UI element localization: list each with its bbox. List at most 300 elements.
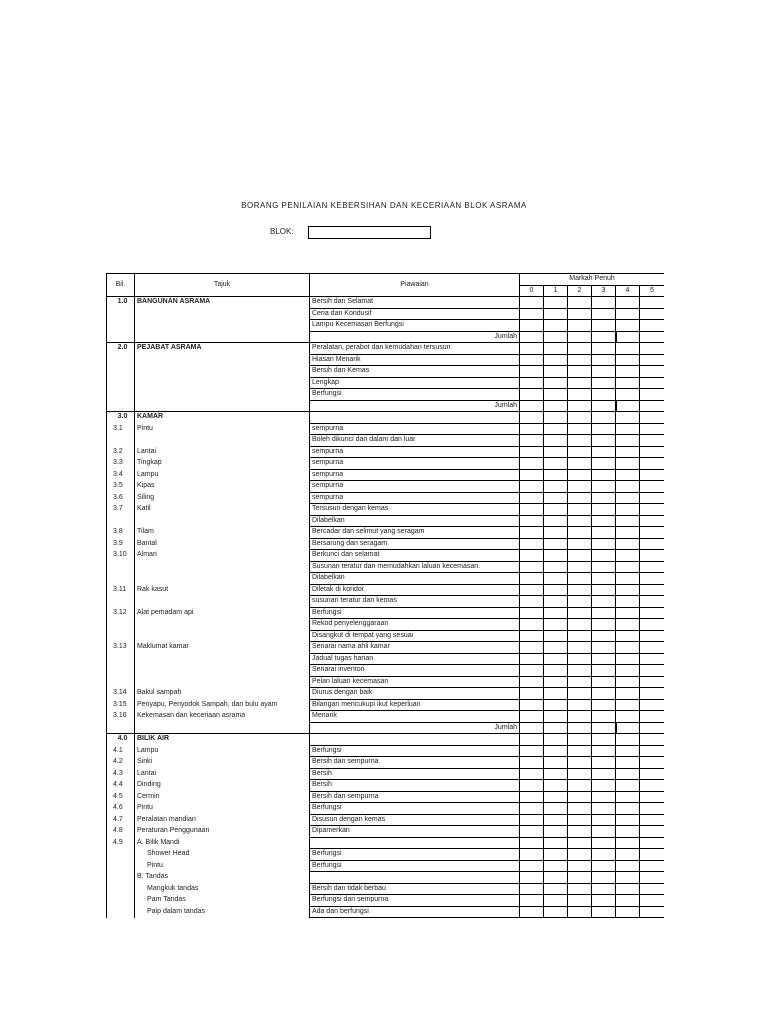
score-cell-1[interactable] (544, 538, 568, 550)
score-cell-2[interactable] (568, 653, 592, 665)
score-cell-2[interactable] (568, 757, 592, 769)
score-cell-5[interactable] (640, 642, 665, 654)
score-cell-4[interactable] (616, 642, 640, 654)
score-cell-1[interactable] (544, 584, 568, 596)
score-cell-0[interactable] (520, 757, 544, 769)
score-cell-1[interactable] (544, 745, 568, 757)
score-cell-5[interactable] (640, 331, 665, 343)
score-cell-0[interactable] (520, 780, 544, 792)
score-cell-2[interactable] (568, 492, 592, 504)
score-cell-2[interactable] (568, 320, 592, 332)
score-cell-5[interactable] (640, 297, 665, 309)
score-cell-0[interactable] (520, 745, 544, 757)
score-cell-5[interactable] (640, 757, 665, 769)
score-cell-5[interactable] (640, 688, 665, 700)
score-cell-2[interactable] (568, 561, 592, 573)
score-cell-0[interactable] (520, 676, 544, 688)
score-cell-3[interactable] (592, 538, 616, 550)
score-cell-0[interactable] (520, 803, 544, 815)
score-cell-2[interactable] (568, 722, 592, 734)
score-cell-5[interactable] (640, 550, 665, 562)
score-cell-4[interactable] (616, 504, 640, 516)
score-cell-2[interactable] (568, 699, 592, 711)
score-cell-2[interactable] (568, 481, 592, 493)
score-cell-4[interactable] (616, 389, 640, 401)
score-cell-3[interactable] (592, 803, 616, 815)
score-cell-3[interactable] (592, 826, 616, 838)
score-cell-1[interactable] (544, 550, 568, 562)
score-cell-2[interactable] (568, 400, 592, 412)
score-cell-1[interactable] (544, 849, 568, 861)
score-cell-3[interactable] (592, 837, 616, 849)
score-cell-0[interactable] (520, 550, 544, 562)
score-cell-1[interactable] (544, 446, 568, 458)
score-cell-0[interactable] (520, 458, 544, 470)
score-cell-0[interactable] (520, 849, 544, 861)
score-cell-4[interactable] (616, 400, 640, 412)
score-cell-5[interactable] (640, 561, 665, 573)
score-cell-1[interactable] (544, 722, 568, 734)
score-cell-1[interactable] (544, 297, 568, 309)
score-cell-3[interactable] (592, 366, 616, 378)
score-cell-5[interactable] (640, 883, 665, 895)
score-cell-2[interactable] (568, 768, 592, 780)
score-cell-4[interactable] (616, 561, 640, 573)
score-cell-3[interactable] (592, 504, 616, 516)
score-cell-5[interactable] (640, 791, 665, 803)
score-cell-2[interactable] (568, 711, 592, 723)
score-cell-2[interactable] (568, 734, 592, 746)
score-cell-5[interactable] (640, 377, 665, 389)
score-cell-2[interactable] (568, 446, 592, 458)
score-cell-3[interactable] (592, 665, 616, 677)
score-cell-5[interactable] (640, 573, 665, 585)
score-cell-5[interactable] (640, 354, 665, 366)
score-cell-3[interactable] (592, 607, 616, 619)
score-cell-4[interactable] (616, 688, 640, 700)
score-cell-3[interactable] (592, 895, 616, 907)
score-cell-5[interactable] (640, 676, 665, 688)
score-cell-0[interactable] (520, 412, 544, 424)
score-cell-5[interactable] (640, 584, 665, 596)
score-cell-3[interactable] (592, 354, 616, 366)
score-cell-0[interactable] (520, 584, 544, 596)
score-cell-1[interactable] (544, 699, 568, 711)
score-cell-0[interactable] (520, 354, 544, 366)
score-cell-2[interactable] (568, 883, 592, 895)
score-cell-1[interactable] (544, 515, 568, 527)
score-cell-3[interactable] (592, 515, 616, 527)
score-cell-1[interactable] (544, 711, 568, 723)
score-cell-4[interactable] (616, 826, 640, 838)
score-cell-0[interactable] (520, 446, 544, 458)
score-cell-1[interactable] (544, 734, 568, 746)
score-cell-3[interactable] (592, 412, 616, 424)
score-cell-1[interactable] (544, 906, 568, 918)
score-cell-1[interactable] (544, 665, 568, 677)
score-cell-3[interactable] (592, 734, 616, 746)
score-cell-3[interactable] (592, 377, 616, 389)
score-cell-4[interactable] (616, 883, 640, 895)
score-cell-0[interactable] (520, 331, 544, 343)
score-cell-1[interactable] (544, 883, 568, 895)
score-cell-0[interactable] (520, 527, 544, 539)
score-cell-3[interactable] (592, 435, 616, 447)
score-cell-4[interactable] (616, 791, 640, 803)
score-cell-4[interactable] (616, 906, 640, 918)
score-cell-3[interactable] (592, 389, 616, 401)
score-cell-4[interactable] (616, 573, 640, 585)
score-cell-2[interactable] (568, 860, 592, 872)
score-cell-5[interactable] (640, 906, 665, 918)
score-cell-3[interactable] (592, 757, 616, 769)
score-cell-2[interactable] (568, 906, 592, 918)
score-cell-4[interactable] (616, 711, 640, 723)
score-cell-0[interactable] (520, 837, 544, 849)
score-cell-5[interactable] (640, 389, 665, 401)
score-cell-2[interactable] (568, 538, 592, 550)
score-cell-2[interactable] (568, 837, 592, 849)
score-cell-0[interactable] (520, 642, 544, 654)
score-cell-4[interactable] (616, 895, 640, 907)
score-cell-2[interactable] (568, 412, 592, 424)
score-cell-1[interactable] (544, 872, 568, 884)
score-cell-0[interactable] (520, 343, 544, 355)
score-cell-1[interactable] (544, 803, 568, 815)
score-cell-4[interactable] (616, 699, 640, 711)
score-cell-0[interactable] (520, 883, 544, 895)
score-cell-5[interactable] (640, 814, 665, 826)
score-cell-4[interactable] (616, 872, 640, 884)
score-cell-3[interactable] (592, 446, 616, 458)
score-cell-2[interactable] (568, 895, 592, 907)
score-cell-5[interactable] (640, 653, 665, 665)
score-cell-2[interactable] (568, 607, 592, 619)
score-cell-1[interactable] (544, 653, 568, 665)
score-cell-3[interactable] (592, 492, 616, 504)
score-cell-3[interactable] (592, 722, 616, 734)
score-cell-3[interactable] (592, 688, 616, 700)
score-cell-0[interactable] (520, 906, 544, 918)
score-cell-2[interactable] (568, 780, 592, 792)
score-cell-3[interactable] (592, 550, 616, 562)
score-cell-2[interactable] (568, 584, 592, 596)
score-cell-5[interactable] (640, 665, 665, 677)
score-cell-4[interactable] (616, 435, 640, 447)
score-cell-5[interactable] (640, 343, 665, 355)
score-cell-0[interactable] (520, 860, 544, 872)
score-cell-5[interactable] (640, 469, 665, 481)
score-cell-4[interactable] (616, 515, 640, 527)
score-cell-2[interactable] (568, 596, 592, 608)
score-cell-1[interactable] (544, 860, 568, 872)
score-cell-1[interactable] (544, 814, 568, 826)
score-cell-5[interactable] (640, 837, 665, 849)
score-cell-5[interactable] (640, 826, 665, 838)
score-cell-1[interactable] (544, 331, 568, 343)
score-cell-0[interactable] (520, 492, 544, 504)
score-cell-3[interactable] (592, 469, 616, 481)
score-cell-0[interactable] (520, 400, 544, 412)
score-cell-3[interactable] (592, 860, 616, 872)
score-cell-5[interactable] (640, 596, 665, 608)
score-cell-5[interactable] (640, 607, 665, 619)
score-cell-1[interactable] (544, 757, 568, 769)
score-cell-0[interactable] (520, 734, 544, 746)
score-cell-2[interactable] (568, 872, 592, 884)
score-cell-4[interactable] (616, 320, 640, 332)
score-cell-0[interactable] (520, 895, 544, 907)
score-cell-0[interactable] (520, 596, 544, 608)
score-cell-1[interactable] (544, 527, 568, 539)
score-cell-5[interactable] (640, 768, 665, 780)
score-cell-3[interactable] (592, 814, 616, 826)
score-cell-0[interactable] (520, 320, 544, 332)
score-cell-0[interactable] (520, 722, 544, 734)
score-cell-3[interactable] (592, 584, 616, 596)
score-cell-0[interactable] (520, 872, 544, 884)
score-cell-5[interactable] (640, 538, 665, 550)
blok-input-box[interactable] (308, 226, 431, 239)
score-cell-5[interactable] (640, 699, 665, 711)
score-cell-0[interactable] (520, 791, 544, 803)
score-cell-4[interactable] (616, 757, 640, 769)
score-cell-1[interactable] (544, 343, 568, 355)
score-cell-5[interactable] (640, 308, 665, 320)
score-cell-1[interactable] (544, 377, 568, 389)
score-cell-3[interactable] (592, 561, 616, 573)
score-cell-3[interactable] (592, 791, 616, 803)
score-cell-5[interactable] (640, 849, 665, 861)
score-cell-0[interactable] (520, 607, 544, 619)
score-cell-5[interactable] (640, 481, 665, 493)
score-cell-3[interactable] (592, 849, 616, 861)
score-cell-1[interactable] (544, 619, 568, 631)
score-cell-5[interactable] (640, 527, 665, 539)
score-cell-4[interactable] (616, 481, 640, 493)
score-cell-1[interactable] (544, 573, 568, 585)
score-cell-1[interactable] (544, 481, 568, 493)
score-cell-0[interactable] (520, 366, 544, 378)
score-cell-4[interactable] (616, 653, 640, 665)
score-cell-4[interactable] (616, 619, 640, 631)
score-cell-3[interactable] (592, 331, 616, 343)
score-cell-5[interactable] (640, 400, 665, 412)
score-cell-1[interactable] (544, 676, 568, 688)
score-cell-3[interactable] (592, 676, 616, 688)
score-cell-4[interactable] (616, 837, 640, 849)
score-cell-2[interactable] (568, 435, 592, 447)
score-cell-2[interactable] (568, 377, 592, 389)
score-cell-2[interactable] (568, 343, 592, 355)
score-cell-2[interactable] (568, 619, 592, 631)
score-cell-0[interactable] (520, 573, 544, 585)
score-cell-0[interactable] (520, 561, 544, 573)
score-cell-2[interactable] (568, 389, 592, 401)
score-cell-1[interactable] (544, 469, 568, 481)
score-cell-0[interactable] (520, 699, 544, 711)
score-cell-3[interactable] (592, 423, 616, 435)
score-cell-4[interactable] (616, 297, 640, 309)
score-cell-2[interactable] (568, 297, 592, 309)
score-cell-4[interactable] (616, 423, 640, 435)
score-cell-5[interactable] (640, 803, 665, 815)
score-cell-1[interactable] (544, 412, 568, 424)
score-cell-2[interactable] (568, 515, 592, 527)
score-cell-1[interactable] (544, 607, 568, 619)
score-cell-3[interactable] (592, 343, 616, 355)
score-cell-0[interactable] (520, 814, 544, 826)
score-cell-4[interactable] (616, 446, 640, 458)
score-cell-4[interactable] (616, 527, 640, 539)
score-cell-1[interactable] (544, 895, 568, 907)
score-cell-3[interactable] (592, 619, 616, 631)
score-cell-2[interactable] (568, 791, 592, 803)
score-cell-4[interactable] (616, 676, 640, 688)
score-cell-0[interactable] (520, 711, 544, 723)
score-cell-1[interactable] (544, 435, 568, 447)
score-cell-2[interactable] (568, 573, 592, 585)
score-cell-4[interactable] (616, 665, 640, 677)
score-cell-2[interactable] (568, 826, 592, 838)
score-cell-1[interactable] (544, 366, 568, 378)
score-cell-2[interactable] (568, 469, 592, 481)
score-cell-4[interactable] (616, 780, 640, 792)
score-cell-4[interactable] (616, 343, 640, 355)
score-cell-3[interactable] (592, 768, 616, 780)
score-cell-1[interactable] (544, 492, 568, 504)
score-cell-4[interactable] (616, 768, 640, 780)
score-cell-5[interactable] (640, 504, 665, 516)
score-cell-1[interactable] (544, 354, 568, 366)
score-cell-4[interactable] (616, 584, 640, 596)
score-cell-5[interactable] (640, 412, 665, 424)
score-cell-5[interactable] (640, 745, 665, 757)
score-cell-1[interactable] (544, 389, 568, 401)
score-cell-2[interactable] (568, 665, 592, 677)
score-cell-2[interactable] (568, 354, 592, 366)
score-cell-3[interactable] (592, 320, 616, 332)
score-cell-0[interactable] (520, 423, 544, 435)
score-cell-3[interactable] (592, 883, 616, 895)
score-cell-5[interactable] (640, 734, 665, 746)
score-cell-4[interactable] (616, 458, 640, 470)
score-cell-4[interactable] (616, 469, 640, 481)
score-cell-1[interactable] (544, 642, 568, 654)
score-cell-5[interactable] (640, 895, 665, 907)
score-cell-3[interactable] (592, 308, 616, 320)
score-cell-4[interactable] (616, 366, 640, 378)
score-cell-5[interactable] (640, 711, 665, 723)
score-cell-1[interactable] (544, 837, 568, 849)
score-cell-4[interactable] (616, 492, 640, 504)
score-cell-3[interactable] (592, 872, 616, 884)
score-cell-4[interactable] (616, 412, 640, 424)
score-cell-1[interactable] (544, 780, 568, 792)
score-cell-4[interactable] (616, 803, 640, 815)
score-cell-2[interactable] (568, 676, 592, 688)
score-cell-5[interactable] (640, 320, 665, 332)
score-cell-3[interactable] (592, 527, 616, 539)
score-cell-0[interactable] (520, 435, 544, 447)
score-cell-0[interactable] (520, 630, 544, 642)
score-cell-5[interactable] (640, 446, 665, 458)
score-cell-2[interactable] (568, 630, 592, 642)
score-cell-2[interactable] (568, 366, 592, 378)
score-cell-3[interactable] (592, 711, 616, 723)
score-cell-1[interactable] (544, 504, 568, 516)
score-cell-4[interactable] (616, 331, 640, 343)
score-cell-4[interactable] (616, 538, 640, 550)
score-cell-4[interactable] (616, 814, 640, 826)
score-cell-4[interactable] (616, 734, 640, 746)
score-cell-5[interactable] (640, 423, 665, 435)
score-cell-0[interactable] (520, 538, 544, 550)
score-cell-4[interactable] (616, 630, 640, 642)
score-cell-4[interactable] (616, 745, 640, 757)
score-cell-4[interactable] (616, 354, 640, 366)
score-cell-0[interactable] (520, 515, 544, 527)
score-cell-4[interactable] (616, 722, 640, 734)
score-cell-5[interactable] (640, 860, 665, 872)
score-cell-2[interactable] (568, 745, 592, 757)
score-cell-0[interactable] (520, 688, 544, 700)
score-cell-2[interactable] (568, 688, 592, 700)
score-cell-5[interactable] (640, 458, 665, 470)
score-cell-4[interactable] (616, 377, 640, 389)
score-cell-5[interactable] (640, 872, 665, 884)
score-cell-2[interactable] (568, 527, 592, 539)
score-cell-3[interactable] (592, 458, 616, 470)
score-cell-0[interactable] (520, 481, 544, 493)
score-cell-2[interactable] (568, 504, 592, 516)
score-cell-4[interactable] (616, 308, 640, 320)
score-cell-2[interactable] (568, 849, 592, 861)
score-cell-3[interactable] (592, 481, 616, 493)
score-cell-0[interactable] (520, 665, 544, 677)
score-cell-3[interactable] (592, 596, 616, 608)
score-cell-1[interactable] (544, 768, 568, 780)
score-cell-4[interactable] (616, 849, 640, 861)
score-cell-1[interactable] (544, 458, 568, 470)
score-cell-4[interactable] (616, 550, 640, 562)
score-cell-4[interactable] (616, 607, 640, 619)
score-cell-4[interactable] (616, 596, 640, 608)
score-cell-0[interactable] (520, 377, 544, 389)
score-cell-5[interactable] (640, 619, 665, 631)
score-cell-2[interactable] (568, 423, 592, 435)
score-cell-5[interactable] (640, 515, 665, 527)
score-cell-3[interactable] (592, 573, 616, 585)
score-cell-1[interactable] (544, 400, 568, 412)
score-cell-2[interactable] (568, 814, 592, 826)
score-cell-1[interactable] (544, 320, 568, 332)
score-cell-2[interactable] (568, 331, 592, 343)
score-cell-3[interactable] (592, 745, 616, 757)
score-cell-3[interactable] (592, 780, 616, 792)
score-cell-2[interactable] (568, 308, 592, 320)
score-cell-0[interactable] (520, 389, 544, 401)
score-cell-3[interactable] (592, 297, 616, 309)
score-cell-1[interactable] (544, 596, 568, 608)
score-cell-1[interactable] (544, 688, 568, 700)
score-cell-3[interactable] (592, 630, 616, 642)
score-cell-3[interactable] (592, 906, 616, 918)
score-cell-0[interactable] (520, 653, 544, 665)
score-cell-0[interactable] (520, 469, 544, 481)
score-cell-1[interactable] (544, 791, 568, 803)
score-cell-5[interactable] (640, 492, 665, 504)
